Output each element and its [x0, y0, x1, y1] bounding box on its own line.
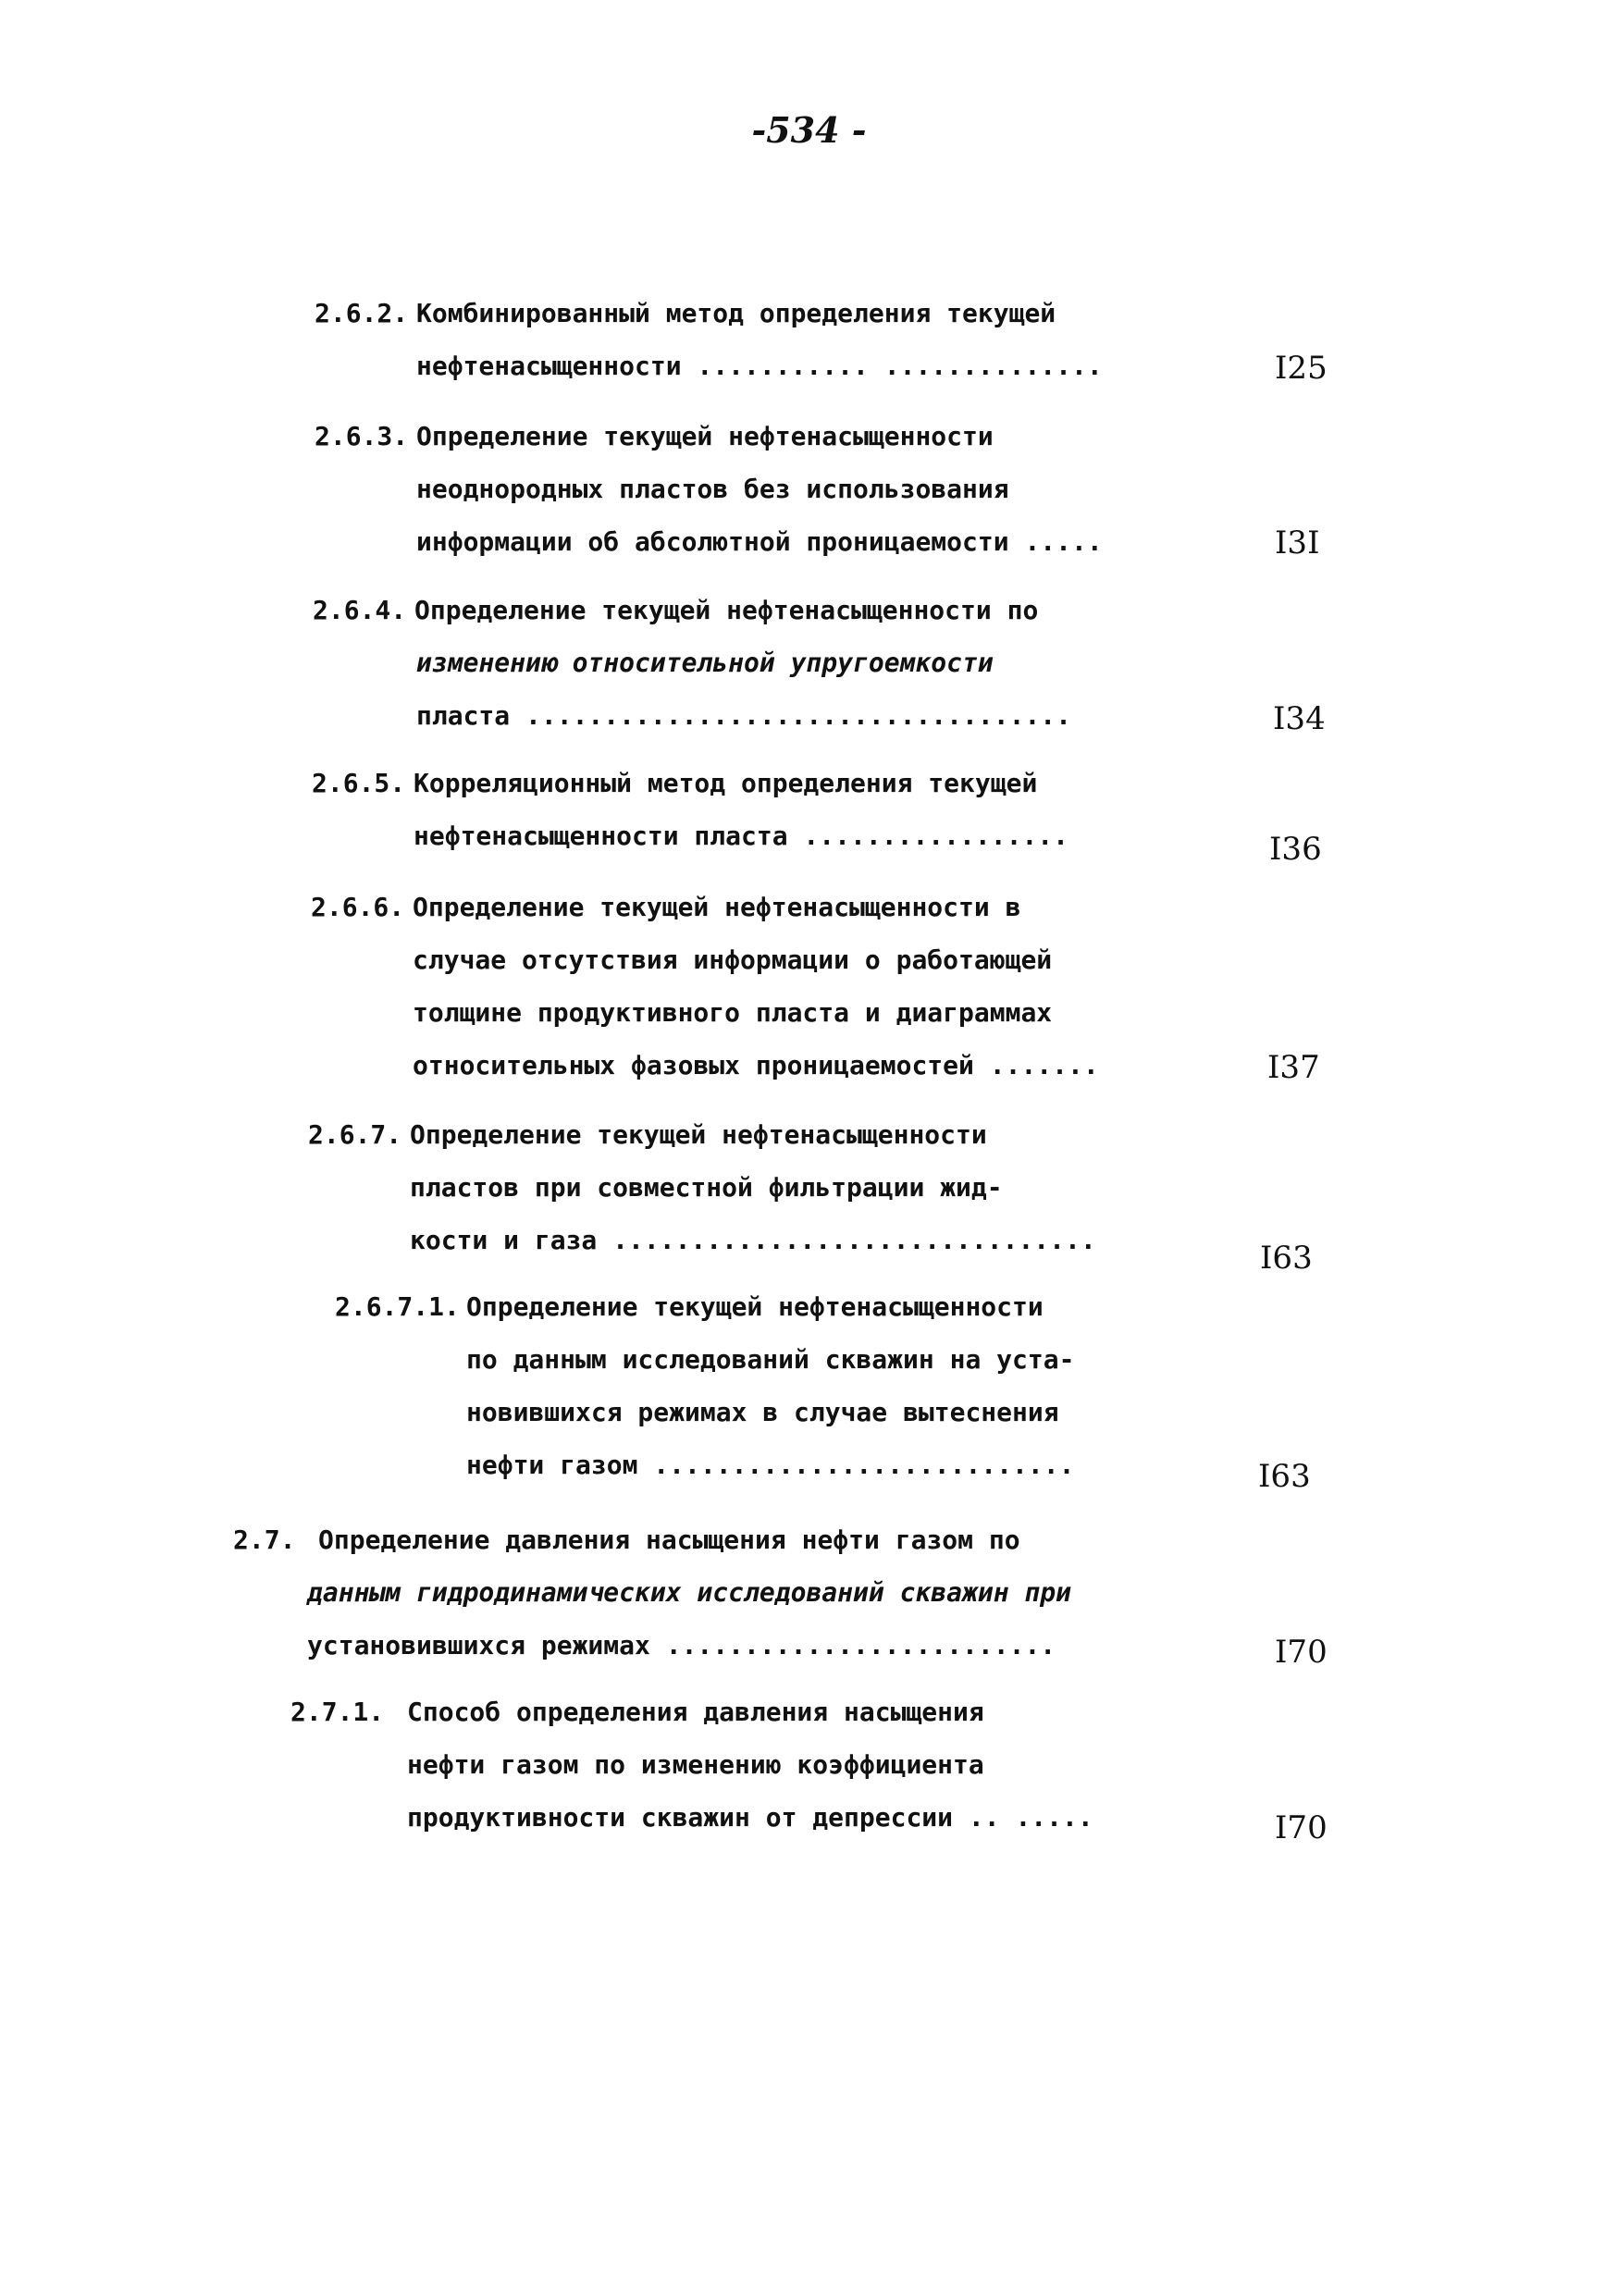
entry-page: I70 [1275, 1809, 1328, 1846]
entry-line: Корреляционный метод определения текущей [414, 768, 1038, 798]
entry-number: 2.6.3. [315, 421, 409, 451]
entry-page: I34 [1273, 700, 1326, 737]
entry-number: 2.6.7.1. [335, 1291, 460, 1322]
entry-line: данным гидродинамических исследований скважин при [307, 1577, 1072, 1608]
toc-entry-2-6-2 [315, 287, 1103, 392]
entry-line: Комбинированный метод определения текущей [416, 298, 1056, 328]
entry-line: нефтенасыщенности ........... .............. [416, 351, 1103, 381]
entry-line: Определение текущей нефтенасыщенности по [414, 595, 1039, 625]
toc-entry-2-7-1 [290, 1685, 1093, 1844]
entry-line: нефтенасыщенности пласта ................. [414, 821, 1069, 851]
entry-page: I37 [1267, 1049, 1320, 1086]
entry-page: I63 [1260, 1240, 1313, 1277]
entry-page: I3I [1275, 525, 1320, 562]
entry-line: нефти газом по изменению коэффициента [407, 1749, 984, 1780]
entry-number: 2.6.7. [308, 1119, 402, 1150]
entry-page: I25 [1275, 350, 1328, 387]
entry-number: 2.6.5. [312, 768, 406, 798]
entry-line: пласта ................................... [416, 700, 1072, 731]
toc-entry-2-6-5 [312, 757, 1068, 862]
entry-line: случае отсутствия информации о работающей [413, 944, 1053, 975]
entry-line: пластов при совместной фильтрации жид- [410, 1172, 1003, 1203]
entry-line: Способ определения давления насыщения [407, 1697, 984, 1727]
entry-line: изменению относительной упругоемкости [416, 648, 994, 678]
entry-line: Определение давления насыщения нефти газом по [318, 1524, 1020, 1555]
page-number: -534 - [751, 109, 867, 151]
toc-entry-2-6-7 [308, 1108, 1096, 1266]
entry-line: Определение текущей нефтенасыщенности в [413, 892, 1021, 922]
toc-entry-2-6-7-1 [335, 1280, 1074, 1491]
entry-line: новившихся режимах в случае вытеснения [466, 1397, 1059, 1427]
entry-page: I70 [1275, 1634, 1328, 1671]
entry-line: толщине продуктивного пласта и диаграммах [413, 997, 1053, 1028]
entry-line: по данным исследований скважин на уста- [466, 1344, 1075, 1375]
entry-line: Определение текущей нефтенасыщенности [410, 1119, 987, 1150]
entry-number: 2.6.4. [313, 595, 407, 625]
toc-entry-2-7 [233, 1513, 1071, 1672]
entry-line: Определение текущей нефтенасыщенности [466, 1291, 1044, 1322]
entry-line: установившихся режимах ......................... [307, 1630, 1056, 1660]
toc-entry-2-6-3 [315, 410, 1103, 568]
entry-number: 2.7. [233, 1524, 296, 1555]
entry-number: 2.6.2. [315, 298, 409, 328]
entry-line: Определение текущей нефтенасыщенности [416, 421, 994, 451]
entry-line: продуктивности скважин от депрессии .. ..... [407, 1802, 1093, 1833]
entry-number: 2.7.1. [290, 1697, 385, 1727]
entry-number: 2.6.6. [311, 892, 405, 922]
entry-line: неоднородных пластов без использования [416, 474, 1009, 504]
entry-page: I36 [1269, 831, 1322, 868]
toc-entry-2-6-4 [313, 584, 1071, 742]
entry-line: информации об абсолютной проницаемости ..... [416, 526, 1103, 557]
toc-entry-2-6-6 [311, 881, 1099, 1092]
entry-page: I63 [1258, 1458, 1311, 1495]
entry-line: нефти газом ........................... [466, 1450, 1075, 1480]
entry-line: относительных фазовых проницаемостей ....... [413, 1050, 1099, 1080]
entry-line: кости и газа ............................... [410, 1225, 1096, 1255]
